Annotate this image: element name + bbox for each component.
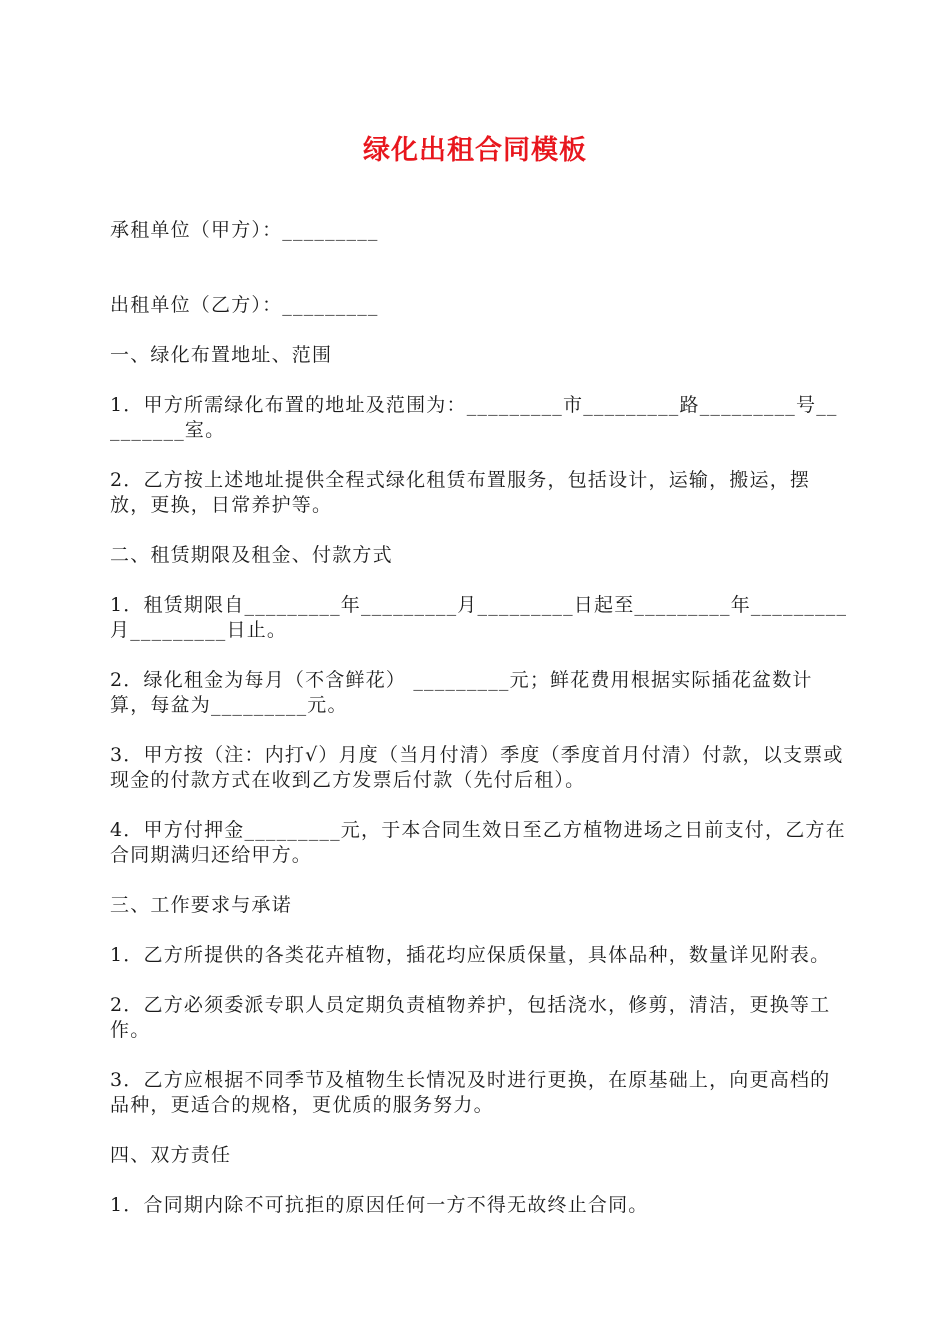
clause-paragraph: 3．甲方按（注：内打√）月度（当月付清）季度（季度首月付清）付款，以支票或现金的付款方式在收到乙方发票后付款（先付后租）。 <box>110 744 844 791</box>
party-b-line: 出租单位（乙方）：_________ <box>110 294 379 316</box>
clause-paragraph: 4．甲方付押金_________元，于本合同生效日至乙方植物进场之日前支付，乙方在合同期满归还给甲方。 <box>110 819 846 866</box>
section-heading: 四、双方责任 <box>110 1144 232 1166</box>
clause-paragraph: 1．合同期内除不可抗拒的原因任何一方不得无故终止合同。 <box>110 1194 649 1216</box>
clause-paragraph: 2．乙方按上述地址提供全程式绿化租赁布置服务，包括设计，运输，搬运，摆放，更换，日常养护等。 <box>110 469 811 516</box>
clause-paragraph: 1．乙方所提供的各类花卉植物，插花均应保质保量，具体品种，数量详见附表。 <box>110 944 831 966</box>
clause-paragraph: 1．租赁期限自_________年_________月_________日起至_________年_________月_________日止。 <box>110 594 848 641</box>
section-heading: 二、租赁期限及租金、付款方式 <box>110 544 393 566</box>
clause-paragraph: 1．甲方所需绿化布置的地址及范围为：_________市_________路_________号_________室。 <box>110 394 838 441</box>
document-body <box>110 218 848 1218</box>
clause-paragraph: 2．绿化租金为每月（不含鲜花） _________元；鲜花费用根据实际插花盆数计算，每盆为_________元。 <box>110 669 813 716</box>
section-heading: 一、绿化布置地址、范围 <box>110 344 333 366</box>
section-heading: 三、工作要求与承诺 <box>110 894 292 916</box>
clause-paragraph: 3．乙方应根据不同季节及植物生长情况及时进行更换，在原基础上，向更高档的品种，更适合的规格，更优质的服务努力。 <box>110 1069 831 1116</box>
clause-paragraph: 2．乙方必须委派专职人员定期负责植物养护，包括浇水，修剪，清洁，更换等工作。 <box>110 994 831 1041</box>
document-title: 绿化出租合同模板 <box>363 135 587 166</box>
party-a-line: 承租单位（甲方）：_________ <box>110 219 379 241</box>
